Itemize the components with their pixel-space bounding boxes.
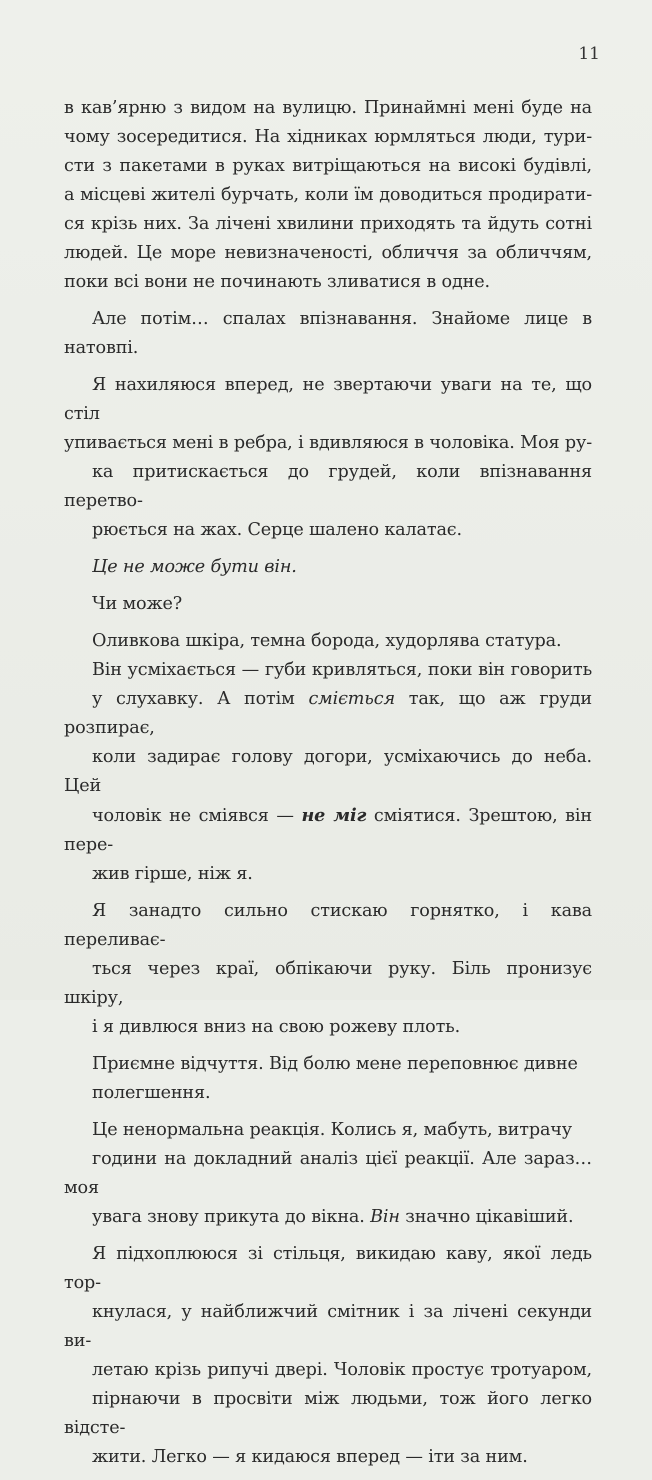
- italic-line: Це не може бути він.: [92, 557, 297, 577]
- text-line: сти з пакетами в руках витріщаються на високі будівлі,: [64, 156, 592, 176]
- text-line: летаю крізь рипучі двері. Чоловік простує тротуаром,: [92, 1360, 592, 1380]
- text-line: рюється на жах. Серце шалено калатає.: [92, 520, 462, 540]
- text-line: Я підхоплююся зі стільця, викидаю каву, якої ледь тор-: [64, 1244, 592, 1293]
- text-line: коли задирає голову догори, усміхаючись до неба. Цей: [64, 747, 592, 796]
- text-fragment: увага знову прикута до вікна.: [92, 1207, 371, 1227]
- text-line: Це ненормальна реакція. Колись я, мабуть, витрачу: [92, 1120, 572, 1140]
- text-line: в кав’ярню з видом на вулицю. Принаймні мені буде на: [64, 98, 592, 118]
- text-line: полегшення.: [92, 1083, 211, 1103]
- text-line: і я дивлюся вниз на свою рожеву плоть.: [92, 1017, 461, 1037]
- text-line: Але потім… спалах впізнавання. Знайоме лице в натовпі.: [64, 309, 592, 358]
- text-line: години на докладний аналіз цієї реакції. Але зараз… моя: [64, 1149, 592, 1198]
- paragraph-6: [64, 627, 592, 889]
- text-line: жив гірше, ніж я.: [92, 864, 253, 884]
- paragraph-1: [64, 94, 592, 297]
- body-text: [64, 94, 592, 1480]
- paragraph-2: [64, 305, 592, 363]
- paragraph-7: [64, 897, 592, 1042]
- text-line: Оливкова шкіра, темна борода, худорлява статура.: [92, 631, 562, 651]
- text-line: а місцеві жителі бурчать, коли їм доводиться продирати-: [64, 185, 592, 205]
- text-line: ться через краї, обпікаючи руку. Біль пронизує шкіру,: [64, 959, 592, 1008]
- page-number: 11: [578, 44, 600, 64]
- text-line-mixed: [64, 685, 592, 743]
- text-line: Я занадто сильно стискаю горнятко, і кава переливає-: [64, 901, 592, 950]
- text-line: пірнаючи в просвіти між людьми, тож його легко відсте-: [64, 1389, 592, 1438]
- text-line: Чи може?: [92, 594, 183, 614]
- text-line: упивається мені в ребра, і вдивляюся в чоловіка. Моя ру-: [64, 433, 592, 453]
- paragraph-4: [64, 553, 592, 582]
- text-fragment: чоловік не сміявся —: [92, 806, 302, 826]
- italic-fragment: Він: [370, 1207, 400, 1227]
- paragraph-10: [64, 1240, 592, 1472]
- text-line-mixed: [64, 1203, 592, 1232]
- paragraph-8: [64, 1050, 592, 1108]
- paragraph-3: [64, 371, 592, 545]
- text-line: чому зосередитися. На хідниках юрмляться люди, тури-: [64, 127, 592, 147]
- text-line: ка притискається до грудей, коли впізнавання перетво-: [64, 462, 592, 511]
- text-fragment: у слухавку. А потім: [92, 689, 309, 709]
- text-line: ся крізь них. За лічені хвилини приходять та йдуть сотні: [64, 214, 592, 234]
- text-fragment: так, що аж груди розпирає,: [64, 689, 592, 738]
- text-line: людей. Це море невизначеності, обличчя за обличчям,: [64, 243, 592, 263]
- paragraph-9: [64, 1116, 592, 1232]
- italic-fragment: сміється: [308, 689, 395, 709]
- text-line: жити. Легко — я кидаюся вперед — іти за ним.: [92, 1447, 528, 1467]
- text-line: кнулася, у найближчий смітник і за лічені секунди ви-: [64, 1302, 592, 1351]
- text-line-mixed: [64, 801, 592, 860]
- paragraph-5: [64, 590, 592, 619]
- text-line: Приємне відчуття. Від болю мене переповнює дивне: [92, 1054, 578, 1074]
- text-line: Він усміхається — губи кривляться, поки він говорить: [92, 660, 592, 680]
- text-line: Я нахиляюся вперед, не звертаючи уваги на те, що стіл: [64, 375, 592, 424]
- text-line: поки всі вони не починають зливатися в одне.: [64, 272, 490, 292]
- text-fragment: сміятися. Зрештою, він пере-: [64, 806, 592, 855]
- bold-italic-fragment: не міг: [301, 805, 367, 826]
- text-fragment: значно цікавіший.: [399, 1207, 574, 1227]
